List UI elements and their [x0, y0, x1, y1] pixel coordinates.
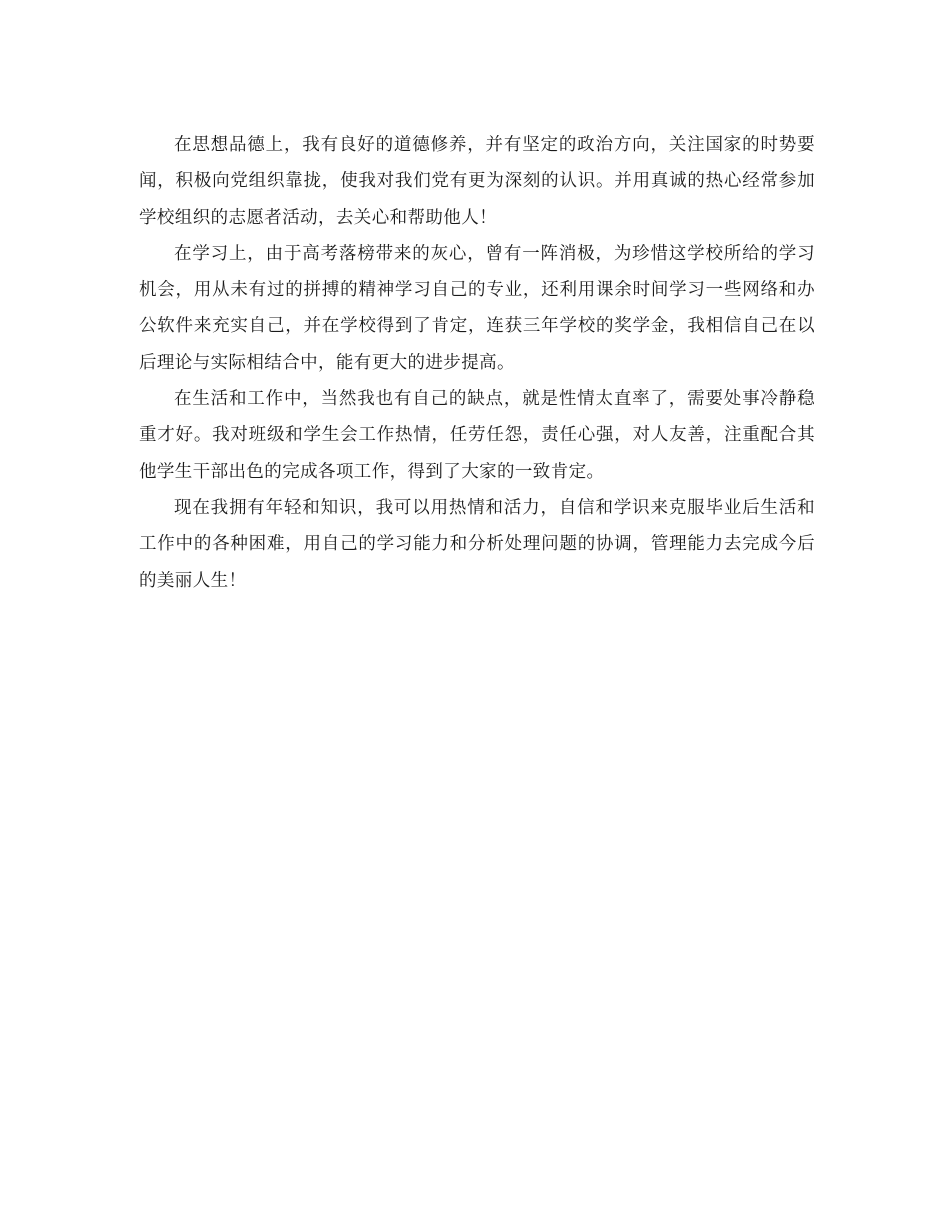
paragraph-study: 在学习上，由于高考落榜带来的灰心，曾有一阵消极，为珍惜这学校所给的学习机会，用从未有过的拼搏的精神学习自己的专业，还利用课余时间学习一些网络和办公软件来充实自己，并在学校得到了肯定，连获三年学校的奖学金，我相信自己在以后理论与实际相结合中，能有更大的进步提高。 [139, 243, 815, 373]
paragraph-future: 现在我拥有年轻和知识，我可以用热情和活力，自信和学识来克服毕业后生活和工作中的各种困难，用自己的学习能力和分析处理问题的协调，管理能力去完成今后的美丽人生！ [139, 497, 815, 591]
paragraph-moral-character: 在思想品德上，我有良好的道德修养，并有坚定的政治方向，关注国家的时势要闻，积极向党组织靠拢，使我对我们党有更为深刻的认识。并用真诚的热心经常参加学校组织的志愿者活动，去关心和帮助他人！ [139, 135, 815, 228]
paragraph-life-and-work: 在生活和工作中，当然我也有自己的缺点，就是性情太直率了，需要处事冷静稳重才好。我对班级和学生会工作热情，任劳任怨，责任心强，对人友善，注重配合其他学生干部出色的完成各项工作，得到了大家的一致肯定。 [139, 389, 815, 482]
document-body [139, 127, 815, 599]
